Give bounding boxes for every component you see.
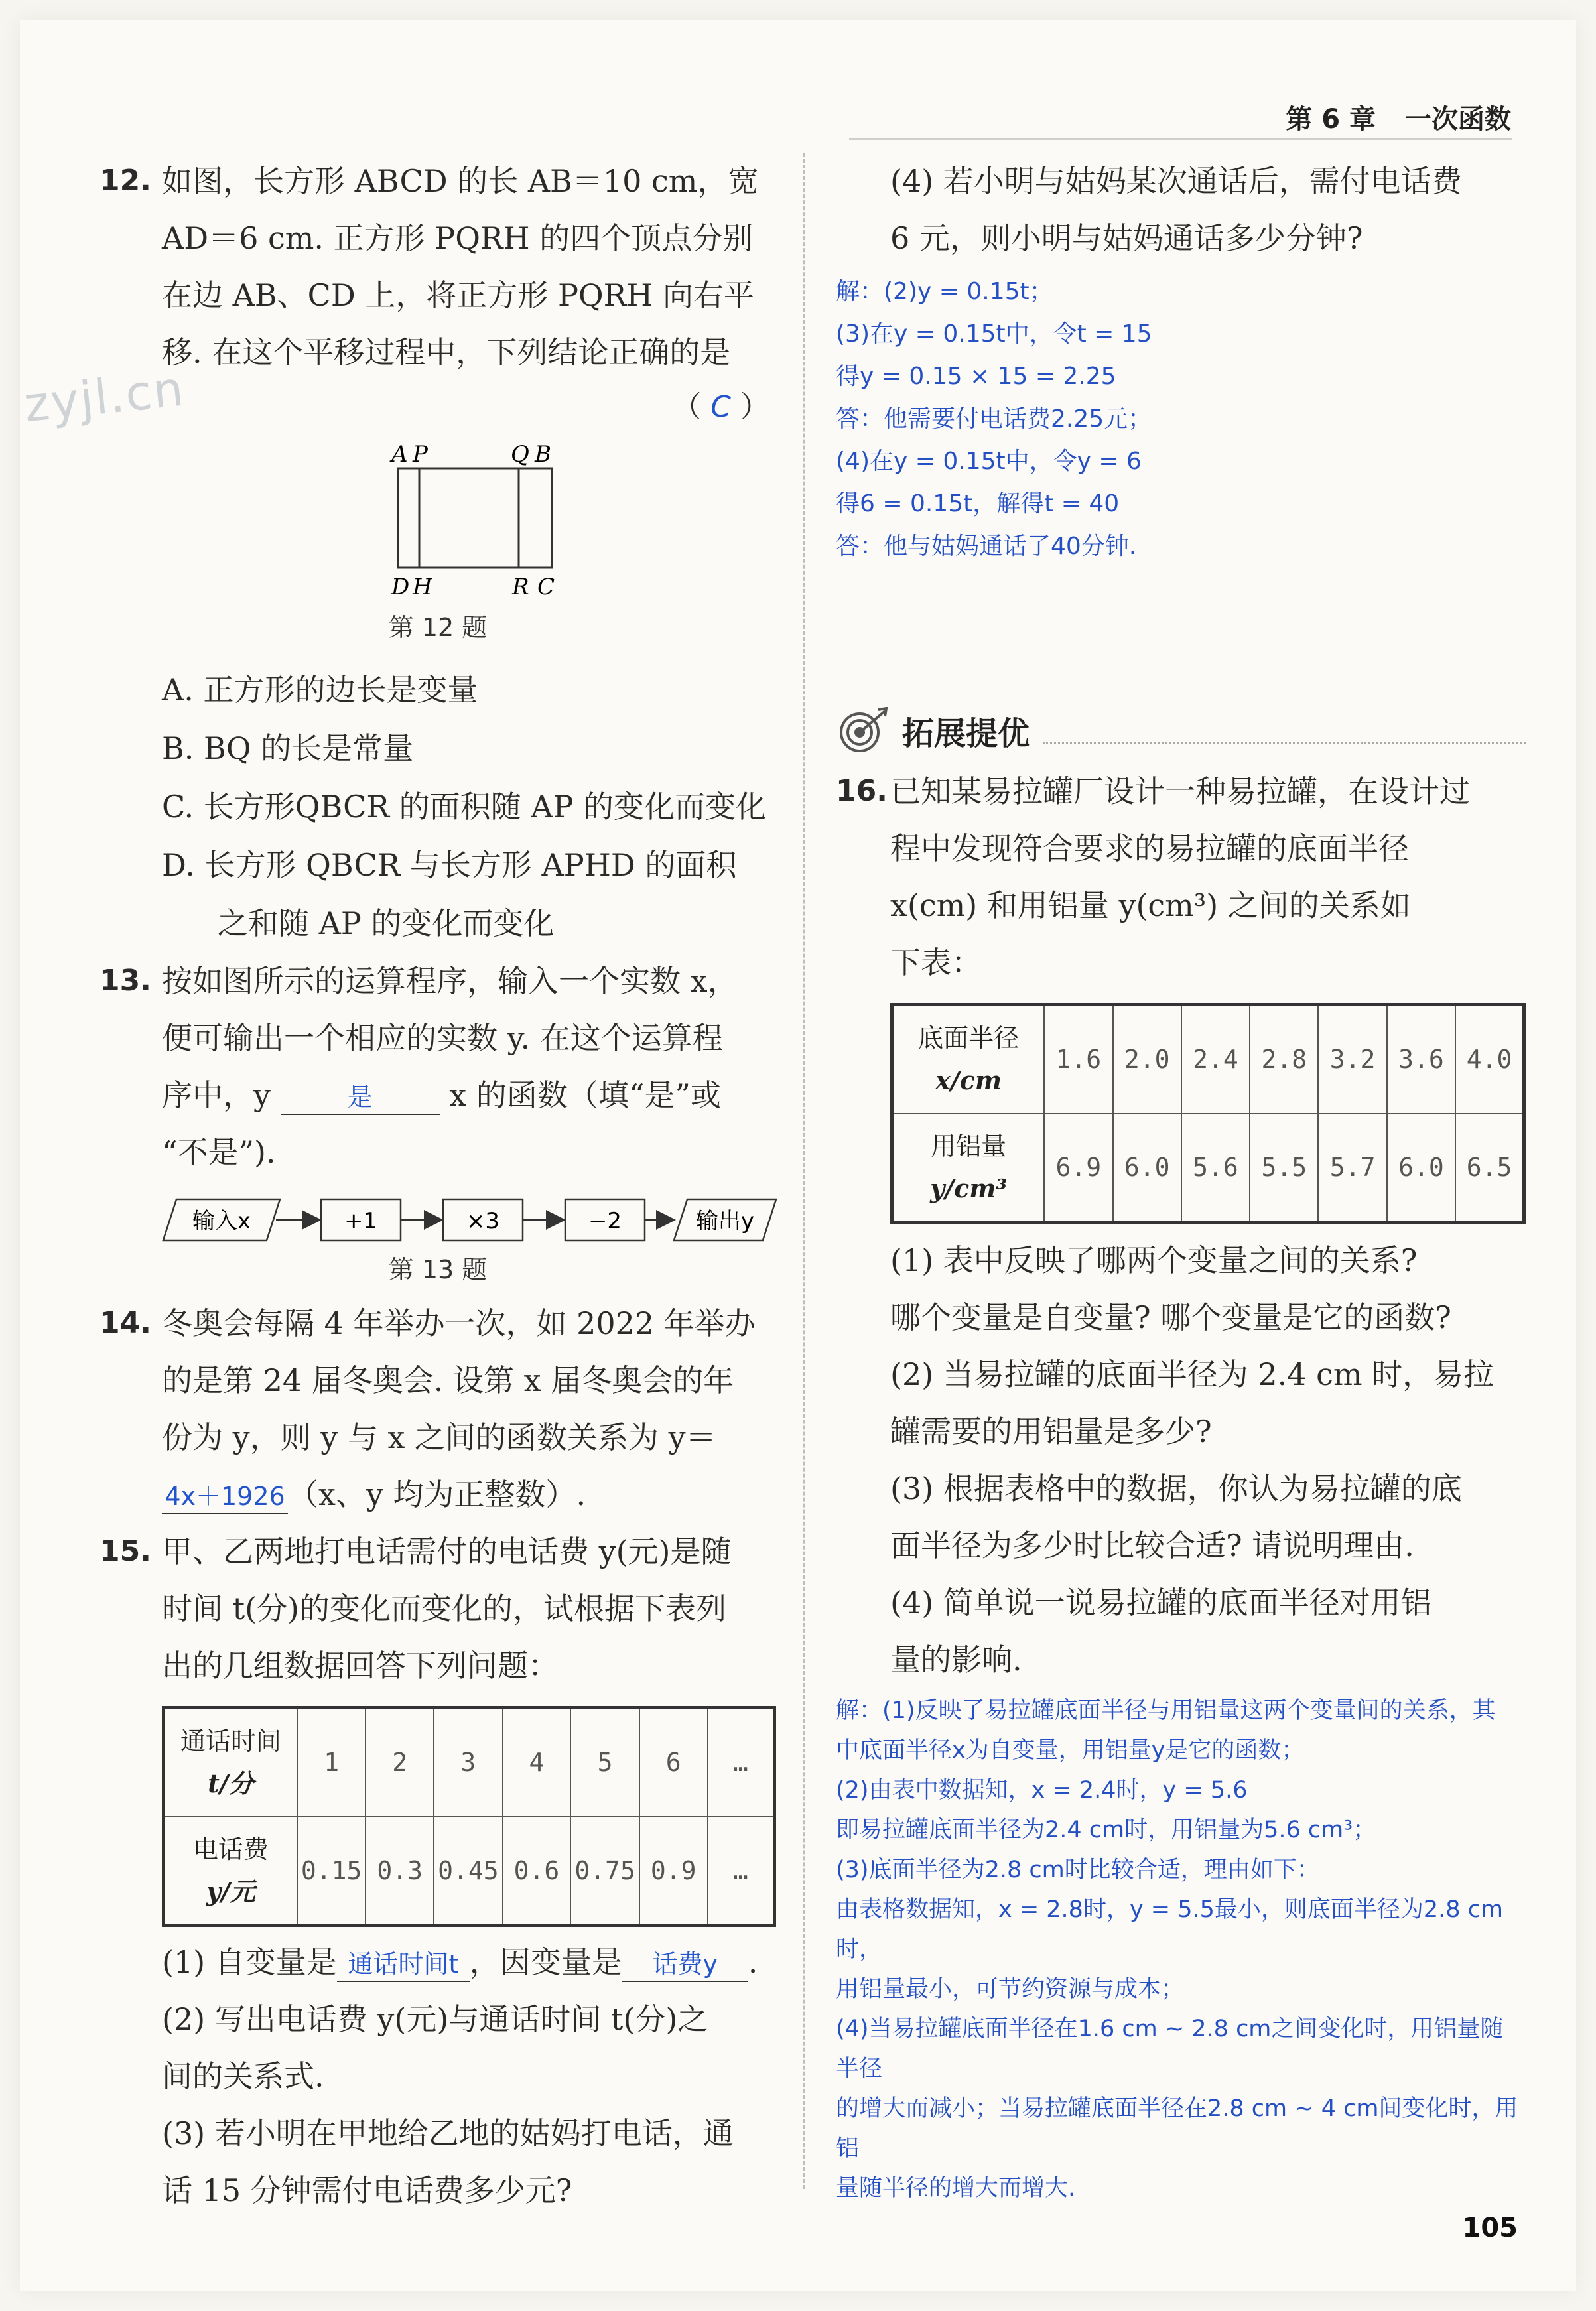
flow-step-label: −2: [588, 1208, 622, 1234]
question-text-line: 份为 y，则 y 与 x 之间的函数关系为 y＝: [162, 1420, 716, 1455]
section-title: 拓展提优: [902, 714, 1030, 752]
table-cell: …: [708, 1708, 775, 1817]
table-row: [164, 1708, 775, 1817]
solution-line: 得y = 0.15 × 15 = 2.25: [836, 363, 1116, 390]
question-text-line: 移. 在这个平移过程中，下列结论正确的是: [162, 334, 731, 370]
right-column: [836, 153, 1526, 2208]
solution-line: 的增大而减小；当易拉罐底面半径在2.8 cm ~ 4 cm间变化时，用铝: [836, 2095, 1518, 2162]
question-text-line: 4x＋1926（x、y 均为正整数）.: [162, 1466, 776, 1523]
chapter-number: 第 6 章: [1286, 104, 1376, 135]
question-text-line: 按如图所示的运算程序，输入一个实数 x，: [162, 963, 738, 999]
row-header: 通话时间 t/分: [164, 1708, 297, 1817]
option-d-continued: 之和随 AP 的变化而变化: [218, 905, 555, 941]
label-H: H: [413, 574, 432, 600]
row-header: 用铝量 y/cm³: [892, 1114, 1045, 1222]
solution-line: (2)由表中数据知，x = 2.4时，y = 5.6: [836, 1777, 1248, 1804]
table-cell: …: [708, 1817, 775, 1926]
table-cell: 5.5: [1250, 1114, 1318, 1222]
question-number: 12.: [100, 164, 151, 198]
table-cell: 5.6: [1181, 1114, 1250, 1222]
label-R: R: [512, 574, 529, 600]
question-13: [100, 953, 776, 1181]
table-cell: 6: [639, 1708, 708, 1817]
solution-15: [836, 271, 1526, 568]
solution-line: (4)当易拉罐底面半径在1.6 cm ~ 2.8 cm之间变化时，用铝量随半径: [836, 2016, 1504, 2082]
table-cell: 5.7: [1318, 1114, 1386, 1222]
table-cell: 2.8: [1250, 1005, 1318, 1114]
answer-blank: 是: [281, 1081, 440, 1115]
flow-output-label: 输出y: [695, 1208, 755, 1234]
table-cell: 6.9: [1044, 1114, 1112, 1222]
solution-line: 量随半径的增大而增大.: [836, 2175, 1076, 2202]
figure-caption: 第 13 题: [388, 1255, 488, 1284]
table-cell: 4: [503, 1708, 571, 1817]
table-cell: 0.45: [434, 1817, 503, 1926]
question-text-line: AD＝6 cm. 正方形 PQRH 的四个顶点分别: [162, 220, 754, 256]
rectangle-figure: [371, 440, 570, 626]
solution-line: 即易拉罐底面半径为2.4 cm时，用铝量为5.6 cm³；: [836, 1817, 1376, 1843]
header-rule: [849, 138, 1512, 140]
option-a: A. 正方形的边长是变量: [162, 672, 478, 708]
table-cell: 3.6: [1387, 1005, 1455, 1114]
option-d: D. 长方形 QBCR 与长方形 APHD 的面积: [162, 847, 737, 883]
chapter-header: [1286, 98, 1511, 136]
question-15-part-1: (1) 自变量是 通话时间t ，因变量是 话费y .: [100, 1934, 776, 1991]
label-A: A: [391, 441, 408, 468]
table-row: [164, 1817, 775, 1926]
flowchart-diagram: [162, 1190, 779, 1250]
question-number: 16.: [836, 774, 888, 808]
question-text-line: 便可输出一个相应的实数 y. 在这个运算程: [162, 1020, 723, 1056]
table-cell: 5: [570, 1708, 639, 1817]
question-text-line: 如图，长方形 ABCD 的长 AB＝10 cm，宽: [162, 163, 759, 199]
solution-line: (3)底面半径为2.8 cm时比较合适，理由如下：: [836, 1857, 1320, 1883]
table-row: [892, 1005, 1524, 1114]
chapter-title: 一次函数: [1405, 104, 1511, 135]
answer-bracket: （ C ）: [672, 390, 769, 424]
solution-line: 答：他需要付电话费2.25元；: [836, 405, 1152, 432]
question-15: [100, 1523, 776, 1694]
question-text-line: 已知某易拉罐厂设计一种易拉罐，在设计过: [890, 773, 1470, 809]
question-12: [100, 153, 776, 381]
label-B: B: [535, 441, 551, 468]
question-15-part-3: (3) 若小明在甲地给乙地的姑妈打电话，通 话 15 分钟需付电话费多少元?: [162, 2115, 734, 2208]
answer-blank: 4x＋1926: [162, 1480, 288, 1514]
table-cell: 6.0: [1387, 1114, 1455, 1222]
table-cell: 0.15: [297, 1817, 366, 1926]
question-16: [836, 763, 1526, 991]
section-header: [836, 707, 1526, 754]
solution-line: (4)在y = 0.15t中，令y = 6: [836, 448, 1142, 475]
table-cell: 6.0: [1113, 1114, 1181, 1222]
table-row: [892, 1114, 1524, 1222]
column-divider: [803, 153, 805, 2189]
question-15-part-2: (2) 写出电话费 y(元)与通话时间 t(分)之 间的关系式.: [162, 2001, 708, 2094]
question-text-line: 甲、乙两地打电话需付的电话费 y(元)是随: [162, 1534, 732, 1569]
answer-choice: C: [710, 390, 731, 424]
question-text-line: 的是第 24 届冬奥会. 设第 x 届冬奥会的年: [162, 1362, 734, 1398]
question-text-line: x(cm) 和用铝量 y(cm³) 之间的关系如: [890, 888, 1411, 923]
label-Q: Q: [511, 441, 529, 468]
table-cell: 2.4: [1181, 1005, 1250, 1114]
flow-step-label: +1: [344, 1208, 378, 1234]
label-D: D: [391, 574, 410, 600]
watermark: zyjl.cn: [21, 360, 188, 433]
row-header: 底面半径 x/cm: [892, 1005, 1045, 1114]
table-cell: 0.3: [366, 1817, 434, 1926]
target-icon: [836, 707, 889, 754]
solution-line: 得6 = 0.15t，解得t = 40: [836, 490, 1120, 517]
solution-line: 答：他与姑妈通话了40分钟.: [836, 533, 1137, 560]
solution-line: 解：(2)y = 0.15t；: [836, 278, 1053, 305]
solution-line: 用铝量最小，可节约资源与成本；: [836, 1976, 1185, 2003]
question-text-line: 在边 AB、CD 上，将正方形 PQRH 向右平: [162, 277, 755, 313]
table-cell: 2.0: [1113, 1005, 1181, 1114]
solution-16: [836, 1691, 1526, 2208]
flowchart-13: [162, 1190, 776, 1250]
table-cell: 6.5: [1455, 1114, 1524, 1222]
section-rule: [1043, 742, 1526, 744]
solution-line: 解：(1)反映了易拉罐底面半径与用铝量这两个变量间的关系，其: [836, 1697, 1496, 1724]
row-header: 电话费 y/元: [164, 1817, 297, 1926]
question-16-parts: (1) 表中反映了哪两个变量之间的关系? 哪个变量是自变量? 哪个变量是它的函数? (2) 当易拉罐的底面半径为 2.4 cm 时，易拉 罐需要的用铝量是多少? (3) 根据表格中的数据，你认为易拉罐的底 面半径为多少时比较合适? 请说明理由. (4) 简单说一说易拉罐的底面半径对用铝 量的影响.: [890, 1242, 1495, 1678]
flow-step-label: ×3: [466, 1208, 500, 1234]
table-cell: 0.6: [503, 1817, 571, 1926]
question-text-line: 冬奥会每隔 4 年举办一次，如 2022 年举办: [162, 1305, 756, 1341]
solution-line: 中底面半径x为自变量，用铝量y是它的函数；: [836, 1737, 1305, 1764]
question-text-line: 时间 t(分)的变化而变化的，试根据下表列: [162, 1591, 726, 1626]
figure-caption: 第 12 题: [388, 613, 488, 642]
table-cell: 4.0: [1455, 1005, 1524, 1114]
table-cell: 2: [366, 1708, 434, 1817]
question-text-line: 出的几组数据回答下列问题：: [162, 1648, 559, 1684]
table-cell: 1.6: [1044, 1005, 1112, 1114]
label-P: P: [413, 441, 428, 468]
question-15-part-4: (4) 若小明与姑妈某次通话后，需付电话费 6 元，则小明与姑妈通话多少分钟?: [890, 163, 1462, 256]
solution-line: 由表格数据知，x = 2.8时，y = 5.5最小，则底面半径为2.8 cm时，: [836, 1896, 1504, 1963]
option-b: B. BQ 的长是常量: [162, 730, 414, 766]
question-number: 14.: [100, 1306, 151, 1340]
question-number: 13.: [100, 964, 151, 998]
question-number: 15.: [100, 1534, 151, 1568]
page-number: 105: [1462, 2213, 1518, 2243]
option-c: C. 长方形QBCR 的面积随 AP 的变化而变化: [162, 789, 767, 825]
question-text-line: 序中，y 是 x 的函数（填“是”或: [162, 1067, 776, 1124]
table-cell: 0.9: [639, 1817, 708, 1926]
question-14: [100, 1295, 776, 1523]
question-text-line: 程中发现符合要求的易拉罐的底面半径: [890, 830, 1409, 866]
answer-blank: 通话时间t: [337, 1948, 470, 1982]
can-radius-table: [890, 1003, 1526, 1224]
solution-line: (3)在y = 0.15t中，令t = 15: [836, 320, 1152, 348]
table-cell: 3: [434, 1708, 503, 1817]
figure-12: [100, 440, 776, 626]
label-C: C: [537, 574, 555, 600]
table-cell: 0.75: [570, 1817, 639, 1926]
question-text-line: “不是”).: [162, 1134, 276, 1170]
call-fee-table: [162, 1706, 776, 1927]
flow-input-label: 输入x: [192, 1208, 251, 1234]
table-cell: 3.2: [1318, 1005, 1386, 1114]
table-cell: 1: [297, 1708, 366, 1817]
left-column: [100, 153, 776, 2219]
question-text-line: 下表：: [890, 945, 982, 980]
answer-blank: 话费y: [622, 1948, 748, 1982]
